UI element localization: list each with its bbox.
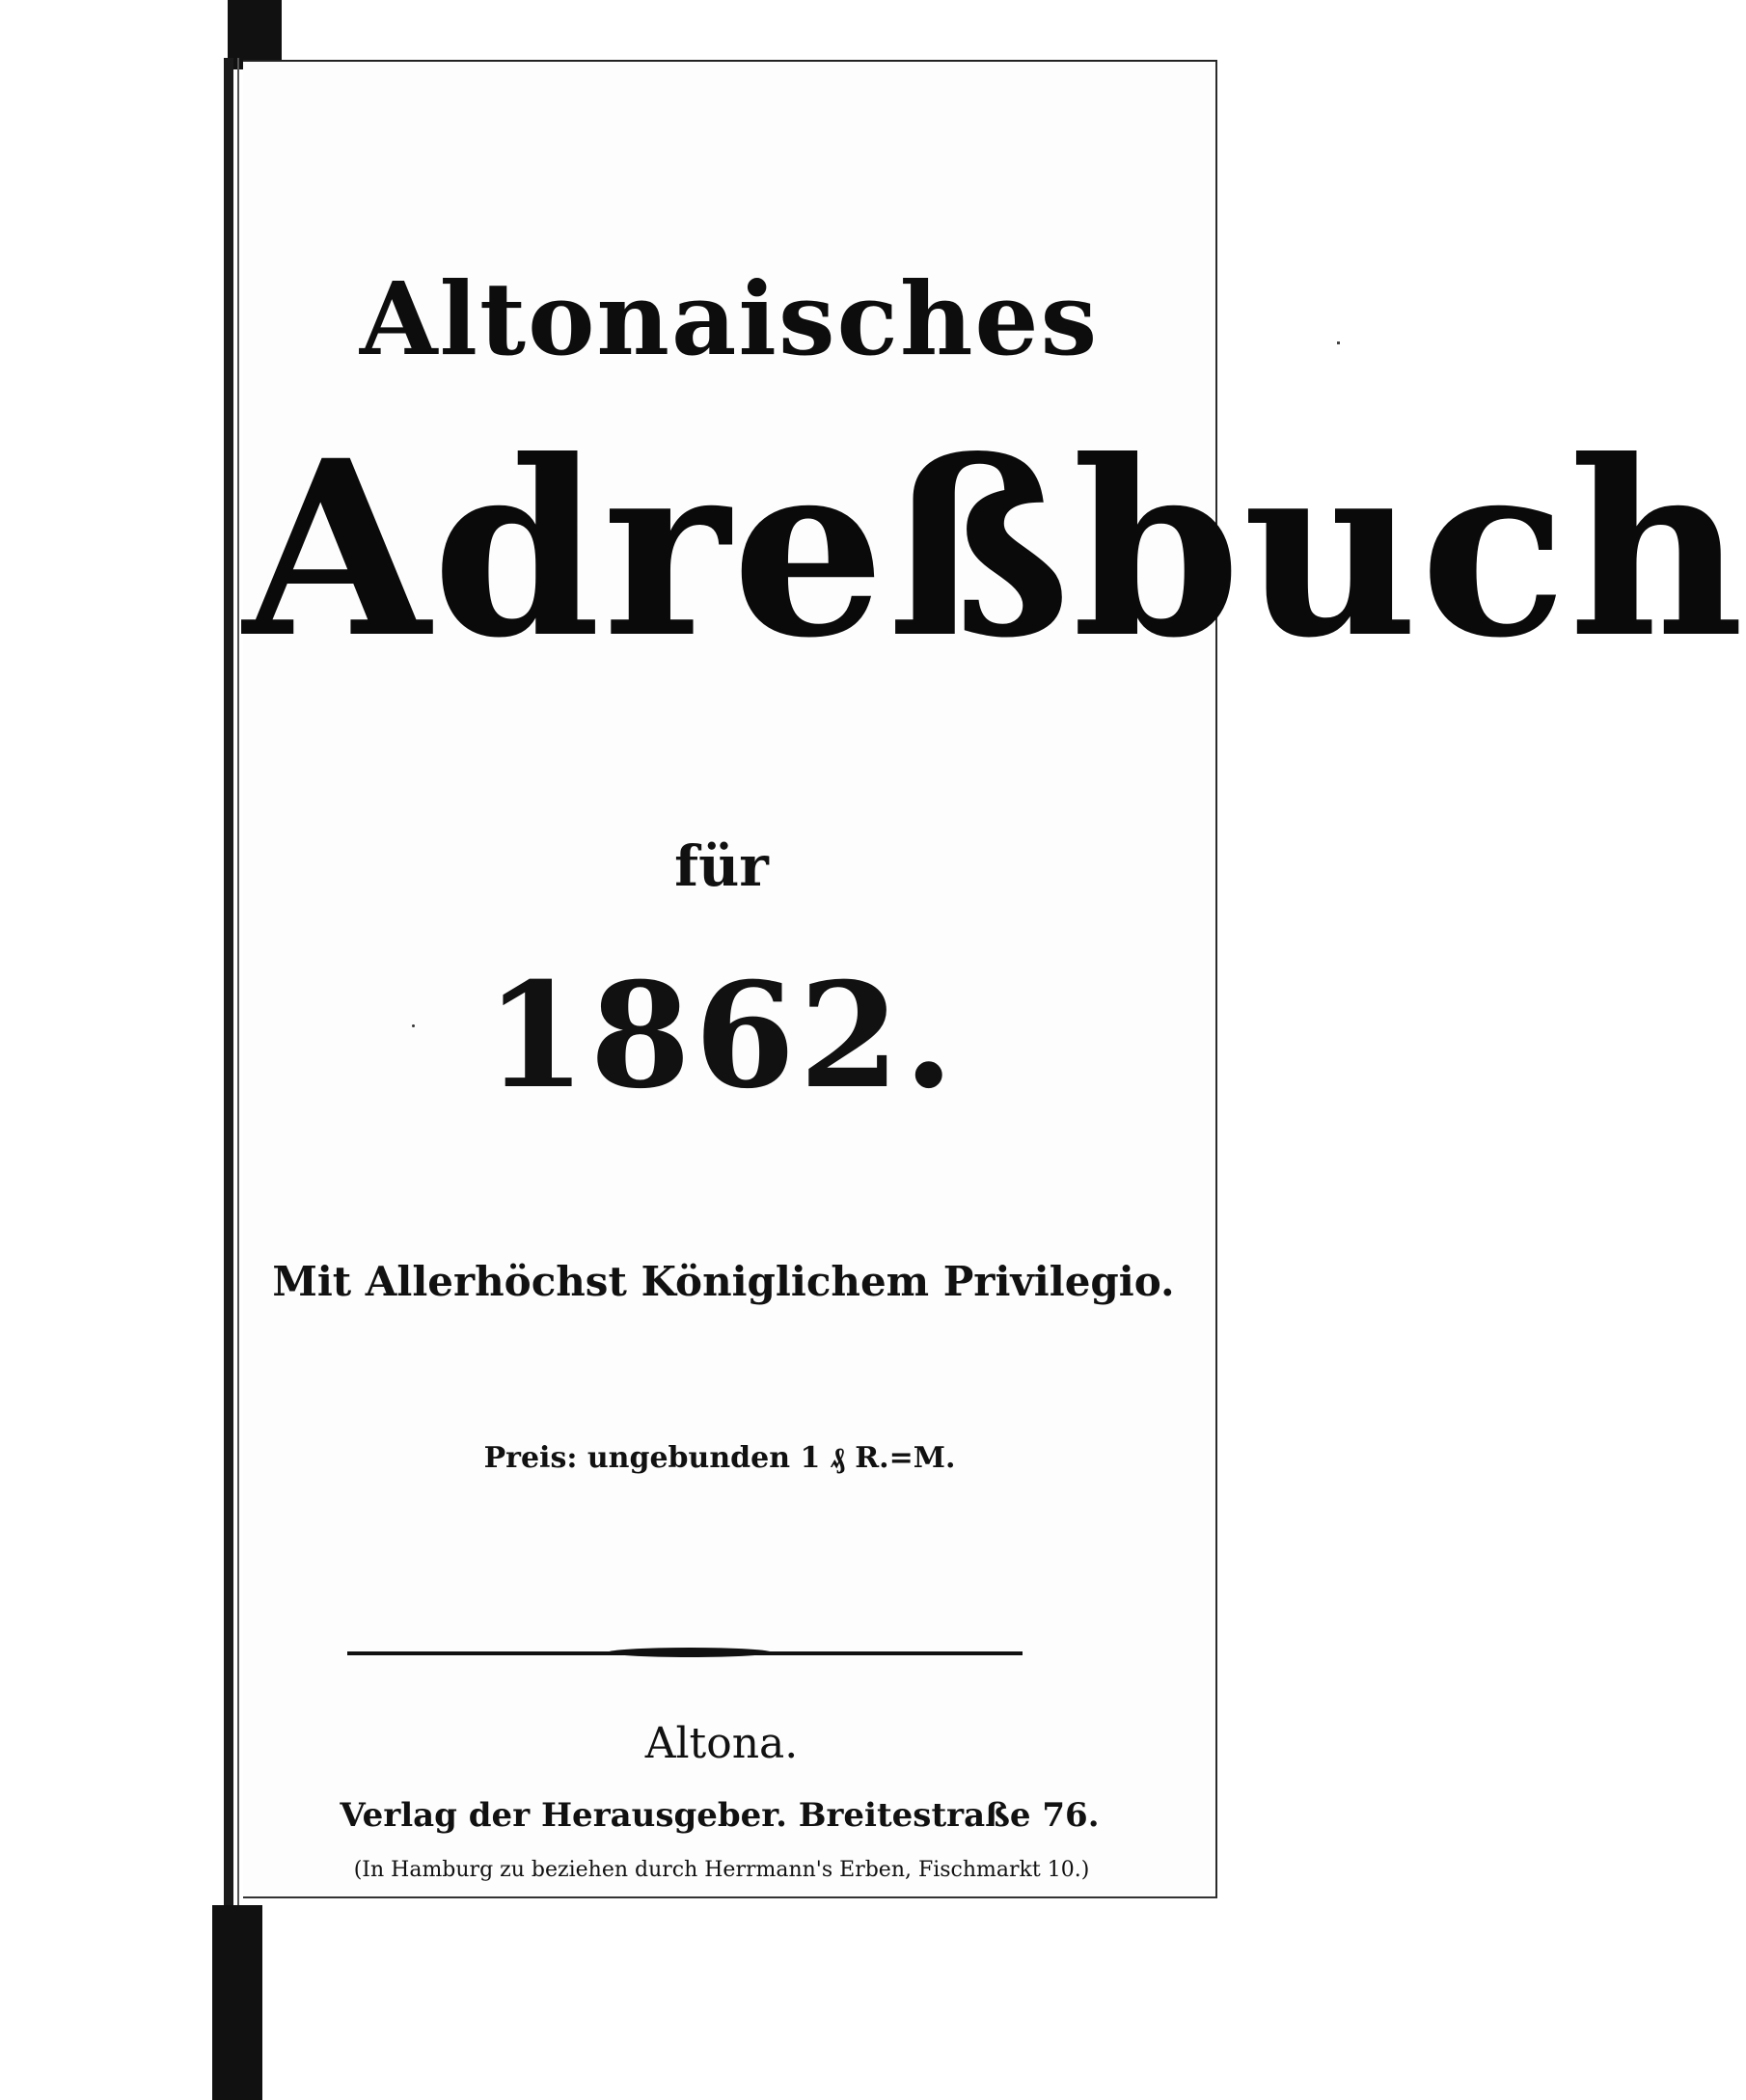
scan-background: [0, 0, 232, 2100]
binding-strip-bottom: [212, 1905, 262, 2100]
scan-speck: [412, 1024, 415, 1027]
preposition-text: für: [674, 833, 769, 899]
scan-speck: [1337, 341, 1340, 344]
main-title: Adreßbuch: [243, 407, 1746, 691]
place-text: Altona.: [644, 1719, 799, 1768]
binding-edge: [224, 58, 233, 1920]
privilege-text: Mit Allerhöchst Königlichem Privilegio.: [272, 1258, 1175, 1305]
title-page: [243, 60, 1746, 1898]
year-text: 1862.: [485, 951, 958, 1121]
distribution-text: (In Hamburg zu beziehen durch Herrmann's Erben, Fischmarkt 10.): [353, 1858, 1090, 1882]
ornamental-divider-swell: [608, 1648, 772, 1657]
heading-text: Altonaisches: [359, 259, 1100, 378]
price-text: Preis: ungebunden 1 ₰ R.=M.: [483, 1441, 956, 1475]
publisher-text: Verlag der Herausgeber. Breitestraße 76.: [340, 1796, 1100, 1835]
